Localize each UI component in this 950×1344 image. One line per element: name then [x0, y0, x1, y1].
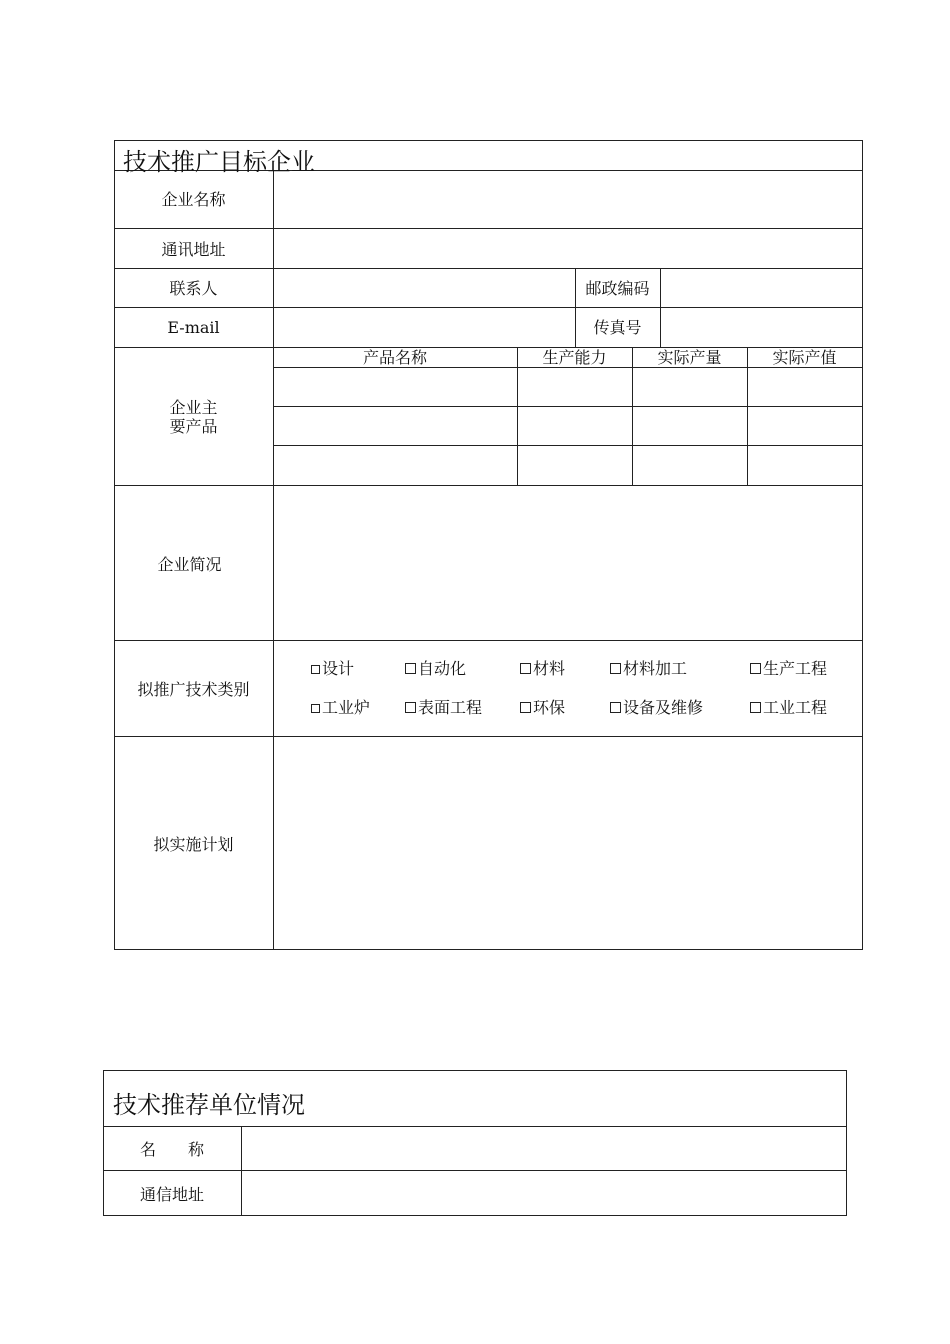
- checkbox-equipment-maintenance[interactable]: 设备及维修: [610, 698, 703, 717]
- profile-label: 企业简况: [157, 555, 222, 574]
- email-field[interactable]: [274, 308, 575, 347]
- checkbox-icon: [610, 663, 621, 674]
- plan-field[interactable]: [274, 737, 862, 949]
- checkbox-icon: [610, 702, 621, 713]
- product-row[interactable]: [274, 368, 862, 406]
- checkbox-design[interactable]: 设计: [311, 659, 354, 678]
- main-products-label: [114, 398, 273, 436]
- checkbox-industrial-engineering[interactable]: 工业工程: [750, 698, 827, 717]
- checkbox-icon: [311, 704, 320, 713]
- rule: [114, 640, 863, 641]
- product-column-header: 实际产量: [657, 348, 722, 367]
- plan-label: 拟实施计划: [153, 835, 234, 854]
- email-label: E-mail: [167, 318, 220, 337]
- address-label: 通讯地址: [161, 240, 226, 259]
- recommender-name-field[interactable]: [242, 1127, 846, 1170]
- product-column-header: 产品名称: [362, 348, 427, 367]
- main-products-label-line1: 企业主: [169, 398, 218, 417]
- checkbox-icon: [405, 663, 416, 674]
- recommender-address-field[interactable]: [242, 1171, 846, 1215]
- contact-label: 联系人: [169, 279, 218, 298]
- checkbox-icon: [311, 665, 320, 674]
- checkbox-industrial-furnace[interactable]: 工业炉: [311, 698, 370, 717]
- checkbox-environmental[interactable]: 环保: [520, 698, 565, 717]
- product-row[interactable]: [274, 446, 862, 485]
- recommender-name-label: 名 称: [139, 1140, 204, 1159]
- tech-category-label: 拟推广技术类别: [137, 680, 250, 699]
- company-name-label: 企业名称: [161, 190, 226, 209]
- checkbox-surface-engineering[interactable]: 表面工程: [405, 698, 482, 717]
- fax-label: 传真号: [593, 318, 642, 337]
- checkbox-materials[interactable]: 材料: [520, 659, 565, 678]
- checkbox-icon: [405, 702, 416, 713]
- checkbox-automation[interactable]: 自动化: [405, 659, 466, 678]
- address-field[interactable]: [274, 229, 862, 268]
- recommender-address-label: 通信地址: [139, 1185, 204, 1204]
- main-products-label-line2: 要产品: [169, 417, 218, 436]
- section-title: 技术推荐单位情况: [113, 1091, 305, 1119]
- section-title: 技术推广目标企业: [123, 148, 315, 176]
- checkbox-icon: [520, 702, 531, 713]
- contact-field[interactable]: [274, 269, 575, 307]
- product-column-header: 实际产值: [772, 348, 837, 367]
- company-name-field[interactable]: [274, 171, 862, 228]
- postal-code-field[interactable]: [661, 269, 862, 307]
- profile-field[interactable]: [274, 486, 862, 640]
- checkbox-icon: [750, 663, 761, 674]
- fax-field[interactable]: [661, 308, 862, 347]
- product-row[interactable]: [274, 407, 862, 445]
- product-column-header: 生产能力: [542, 348, 607, 367]
- checkbox-material-processing[interactable]: 材料加工: [610, 659, 687, 678]
- checkbox-production-engineering[interactable]: 生产工程: [750, 659, 827, 678]
- checkbox-icon: [750, 702, 761, 713]
- checkbox-icon: [520, 663, 531, 674]
- postal-code-label: 邮政编码: [585, 279, 650, 298]
